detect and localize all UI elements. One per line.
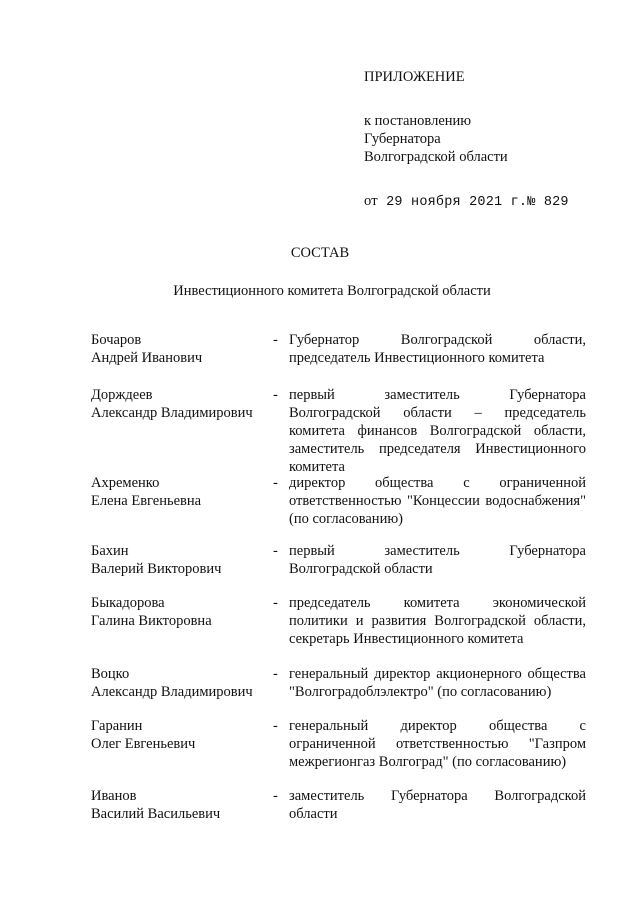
- appendix-line-2: Губернатора: [364, 131, 441, 147]
- member-surname: Бочаров: [91, 332, 142, 348]
- appendix-date-prefix: от: [364, 193, 378, 209]
- member-role: заместитель Губернатора Волгоградской области: [289, 788, 586, 822]
- document-heading: СОСТАВ: [290, 245, 350, 261]
- member-name: [91, 665, 273, 701]
- appendix-line-1: к постановлению: [364, 113, 472, 129]
- member-dash: -: [273, 595, 278, 611]
- member-role: генеральный директор общества с ограниченной ответственностью "Газпром межрегионгаз Волгоград" (по согласованию): [289, 718, 586, 770]
- member-dash: -: [273, 475, 278, 491]
- member-given-name: Александр Владимирович: [91, 684, 253, 700]
- appendix-block: [364, 68, 614, 212]
- member-role: директор общества с ограниченной ответственностью "Концессии водоснабжения" (по согласованию): [289, 475, 586, 527]
- member-dash: -: [273, 332, 278, 348]
- document-subheading: Инвестиционного комитета Волгоградской области: [173, 283, 491, 299]
- member-dash: -: [273, 387, 278, 403]
- member-dash: -: [273, 788, 278, 804]
- member-name: [91, 594, 273, 630]
- member-given-name: Галина Викторовна: [91, 613, 212, 629]
- member-given-name: Александр Владимирович: [91, 405, 253, 421]
- member-dash: -: [273, 718, 278, 734]
- appendix-title: ПРИЛОЖЕНИЕ: [364, 69, 465, 85]
- member-given-name: Андрей Иванович: [91, 350, 203, 366]
- appendix-line-3: Волгоградской области: [364, 149, 508, 165]
- member-given-name: Валерий Викторович: [91, 561, 222, 577]
- member-surname: Бахин: [91, 543, 129, 559]
- member-surname: Ахременко: [91, 475, 160, 491]
- member-name: [91, 331, 273, 367]
- member-dash: -: [273, 543, 278, 559]
- member-name: [91, 386, 273, 422]
- member-given-name: Елена Евгеньевна: [91, 493, 202, 509]
- member-dash: -: [273, 666, 278, 682]
- appendix-date: [364, 192, 614, 212]
- member-name: [91, 474, 273, 510]
- member-role: генеральный директор акционерного общества "Волгоградоблэлектро" (по согласованию): [289, 666, 586, 700]
- member-name: [91, 717, 273, 753]
- member-surname: Воцко: [91, 666, 130, 682]
- member-role: первый заместитель Губернатора Волгоградской области – председатель комитета финансов Волгоградской области, заместитель председателя Инвестиционного комитета: [289, 387, 586, 475]
- member-surname: Иванов: [91, 788, 137, 804]
- member-surname: Гаранин: [91, 718, 143, 734]
- member-surname: Быкадорова: [91, 595, 165, 611]
- member-name: [91, 787, 273, 823]
- member-role: председатель комитета экономической политики и развития Волгоградской области, секретарь Инвестиционного комитета: [289, 595, 586, 647]
- member-surname: Дорждеев: [91, 387, 153, 403]
- member-given-name: Василий Васильевич: [91, 806, 221, 822]
- appendix-date-value: 29 ноября 2021 г.№ 829: [386, 195, 569, 210]
- member-name: [91, 542, 273, 578]
- member-role: Губернатор Волгоградской области, председатель Инвестиционного комитета: [289, 332, 586, 366]
- member-role: первый заместитель Губернатора Волгоградской области: [289, 543, 586, 577]
- member-given-name: Олег Евгеньевич: [91, 736, 196, 752]
